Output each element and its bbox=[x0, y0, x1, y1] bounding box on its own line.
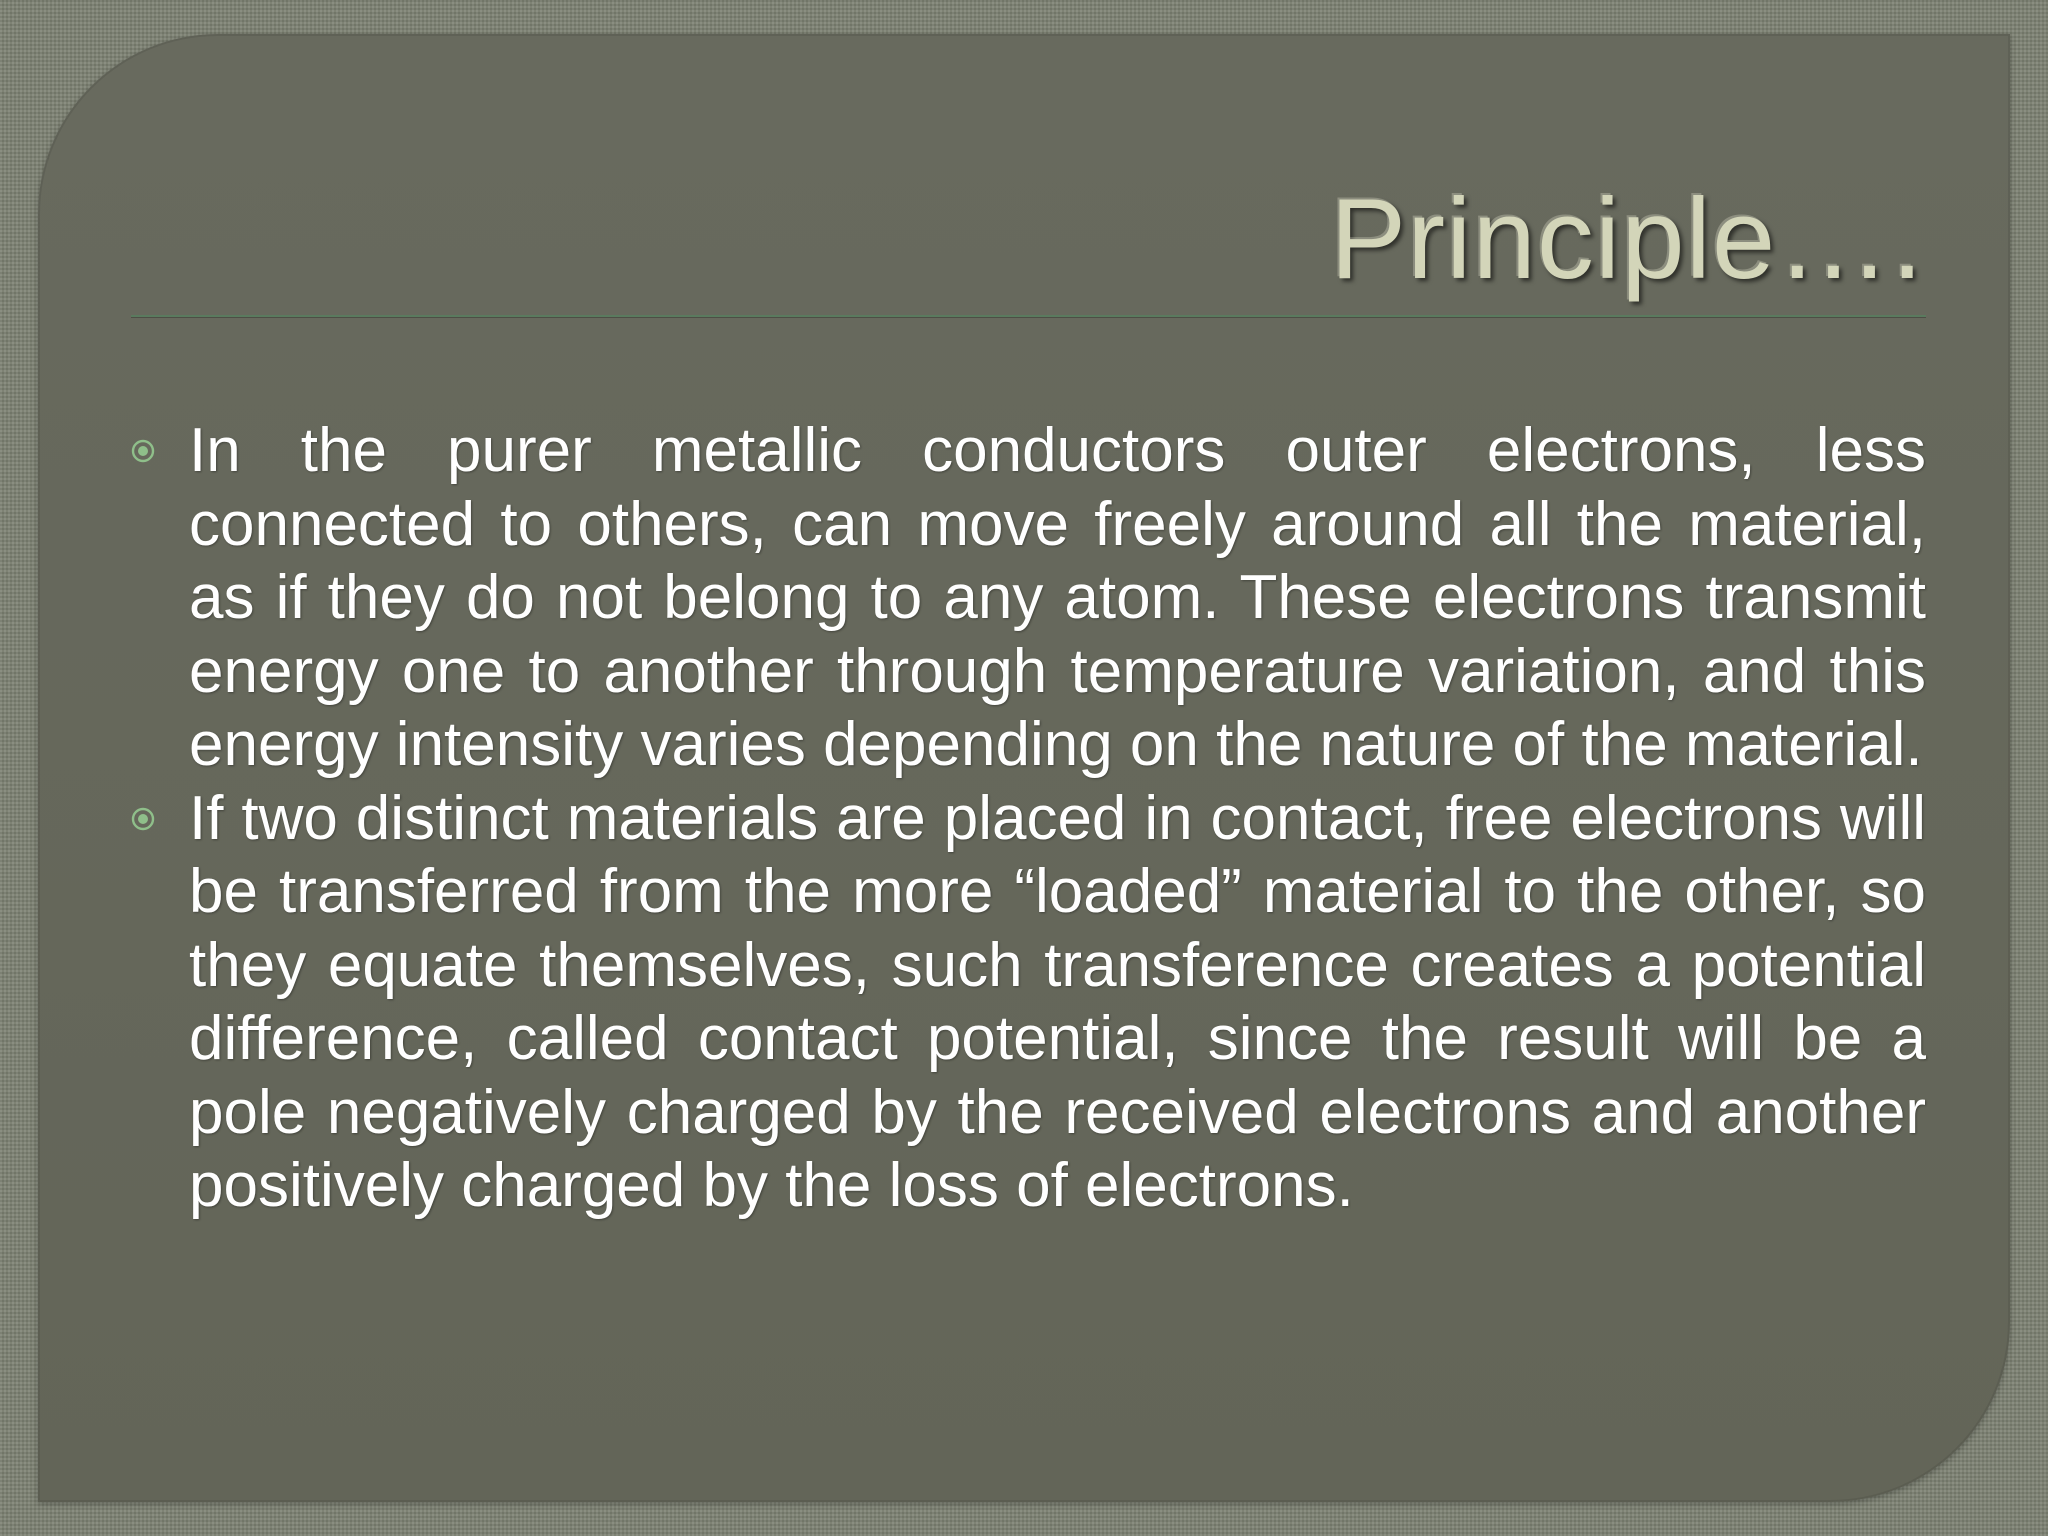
bullet-item bbox=[131, 782, 1926, 1223]
title-divider bbox=[131, 315, 1926, 317]
bullet-list bbox=[131, 414, 1926, 1223]
bullet-text: If two distinct materials are placed in contact, free electrons will be transferred from the more “loaded” material to the other, so they equate themselves, such transference creates a potential difference, called contact potential, since the result will be a pole negatively charged by the received electrons and another positively charged by the loss of electrons. bbox=[189, 783, 1926, 1220]
bullet-text: In the purer metallic conductors outer electrons, less connected to others, can move freely around all the material, as if they do not belong to any atom. These electrons transmit energy one to another through temperature variation, and this energy intensity varies depending on the nature of the material. bbox=[189, 416, 1926, 779]
slide-title: Principle…. bbox=[1330, 176, 1924, 303]
circled-dot-bullet-icon bbox=[131, 439, 155, 463]
circled-dot-bullet-icon bbox=[131, 807, 155, 831]
slide-panel bbox=[38, 34, 2010, 1502]
bullet-item bbox=[131, 414, 1926, 782]
